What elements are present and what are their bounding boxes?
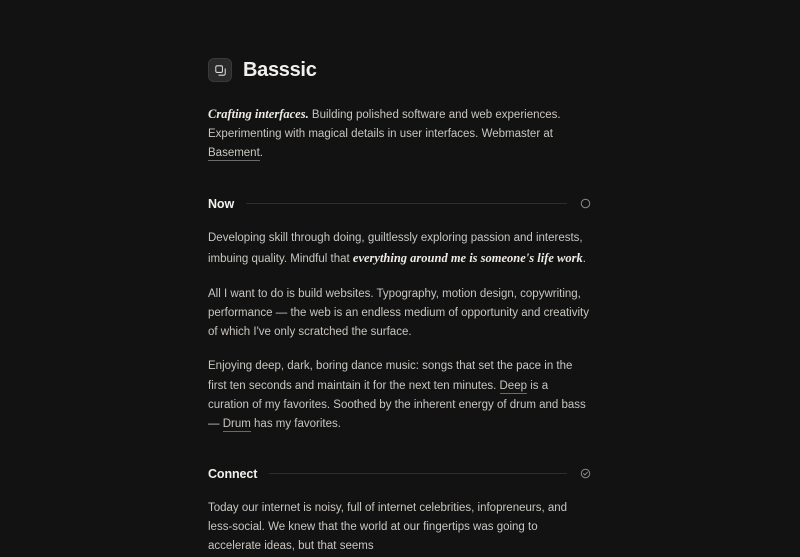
intro-text-after-link: .: [259, 146, 263, 159]
check-circle-icon[interactable]: [579, 467, 592, 480]
paragraph-text: Enjoying deep, dark, boring dance music: songs that set the pace in the first ten seconds and maintain it for the next ten minutes.: [208, 360, 573, 392]
paragraph-text: Today our internet is noisy, full of internet celebrities, infopreneurs, and less-social. We knew that the world at our fingertips was going to accelerate ideas, but that seems: [208, 501, 568, 553]
layers-square-icon[interactable]: [208, 58, 232, 82]
content-column: [208, 0, 592, 557]
paragraph: [208, 357, 592, 434]
paragraph: [208, 499, 592, 557]
paragraph-text: Developing skill through doing, guiltlessly exploring passion and interests, imbuing quality. Mindful that: [208, 231, 583, 266]
paragraph-text: has my favorites.: [250, 418, 341, 431]
section-now: [208, 197, 592, 435]
section-connect-body: [208, 499, 592, 557]
section-now-title: Now: [208, 196, 235, 211]
section-connect: [208, 467, 592, 557]
deep-link[interactable]: Deep: [499, 379, 527, 392]
paragraph-text: is a curation of my favorites. Soothed by the inherent energy of drum and bass —: [208, 379, 586, 431]
section-divider: [246, 203, 567, 204]
site-title: Basssic: [243, 59, 317, 81]
circle-icon[interactable]: [579, 197, 592, 210]
paragraph: [208, 229, 592, 270]
section-connect-header: [208, 467, 592, 481]
paragraph-emphasis: everything around me is someone's life work: [352, 251, 583, 266]
section-divider: [269, 473, 567, 474]
basement-link[interactable]: Basement: [208, 146, 260, 159]
intro-lead: Crafting interfaces.: [208, 107, 309, 121]
site-header: [208, 0, 592, 82]
intro-text-before-link: Building polished software and web experiences. Experimenting with magical details in user interfaces. Webmaster at: [208, 109, 561, 140]
paragraph-text: All I want to do is build websites. Typography, motion design, copywriting, performance — the web is an endless medium of opportunity and creativity of which I've only scratched the surface.: [208, 287, 589, 339]
section-now-body: [208, 229, 592, 435]
section-connect-title: Connect: [208, 466, 258, 481]
paragraph-text: .: [582, 253, 586, 266]
intro-paragraph: [208, 104, 592, 163]
section-now-header: [208, 197, 592, 211]
drum-link[interactable]: Drum: [222, 418, 251, 431]
paragraph: [208, 285, 592, 343]
